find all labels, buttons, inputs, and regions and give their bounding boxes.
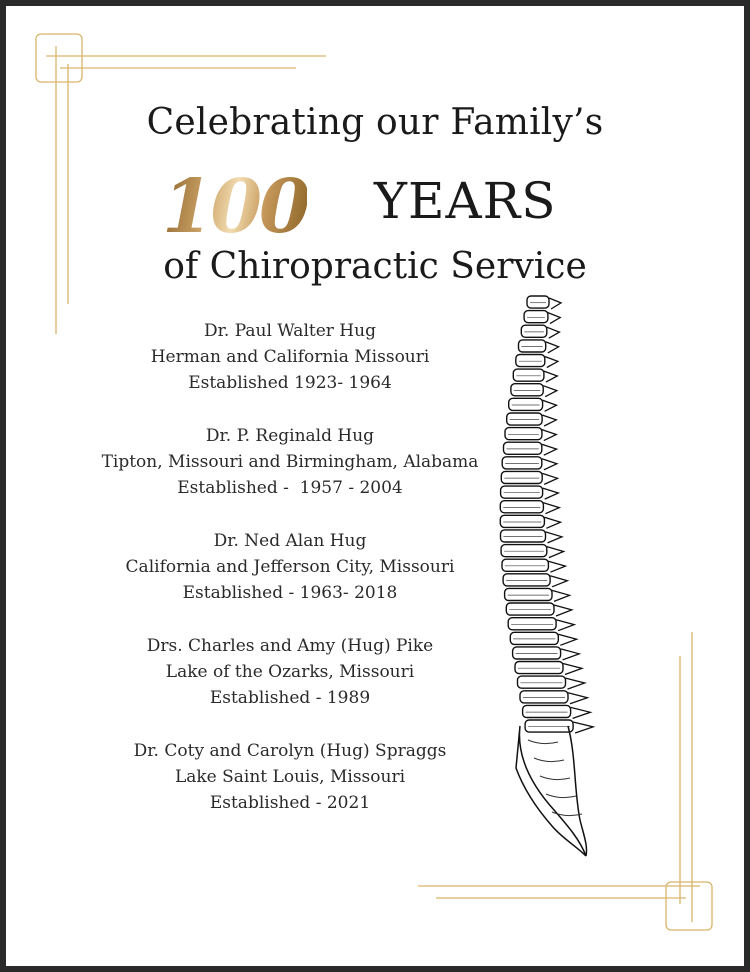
sacrum-ridge — [540, 776, 570, 780]
vertebra — [508, 618, 574, 631]
vertebra — [513, 647, 580, 660]
vertebra — [504, 442, 557, 455]
vertebra — [523, 705, 591, 718]
practitioner-entry — [90, 738, 490, 816]
practitioner-location: Lake of the Ozarks, Missouri — [165, 662, 415, 682]
practitioner-location: California and Jefferson City, Missouri — [125, 557, 455, 577]
practitioner-entry — [90, 633, 490, 711]
flyer-page — [6, 6, 744, 966]
spine-illustration — [476, 290, 616, 860]
practitioner-established: Established 1923- 1964 — [188, 373, 392, 393]
heading-line-1: Celebrating our Family’s — [146, 102, 604, 143]
heading-line-2 — [6, 164, 744, 250]
vertebra — [501, 486, 559, 499]
vertebra — [505, 588, 570, 601]
practitioner-location: Lake Saint Louis, Missouri — [174, 767, 406, 787]
practitioner-established: Established - 2021 — [209, 793, 371, 813]
vertebra — [518, 676, 585, 689]
vertebra — [506, 603, 572, 616]
hundred-number: 100 — [162, 164, 308, 250]
vertebra — [513, 369, 557, 382]
practitioner-established: Established - 1957 - 2004 — [177, 478, 403, 498]
vertebra — [500, 515, 560, 528]
vertebra — [516, 355, 558, 368]
vertebra — [501, 545, 563, 558]
vertebra — [500, 501, 559, 514]
vertebra — [503, 574, 567, 587]
vertebra — [509, 398, 557, 411]
vertebra — [520, 691, 587, 704]
vertebra — [525, 720, 593, 733]
heading-line-3: of Chiropractic Service — [163, 246, 587, 287]
vertebra — [501, 530, 562, 543]
sacrum-ridge — [546, 794, 576, 798]
practitioner-list — [90, 318, 490, 843]
practitioner-established: Established - 1963- 2018 — [182, 583, 398, 603]
practitioner-name: Dr. Coty and Carolyn (Hug) Spraggs — [133, 741, 447, 761]
practitioner-entry — [90, 318, 490, 396]
top-left-frame-square — [36, 34, 82, 82]
vertebra — [510, 632, 576, 645]
vertebra — [519, 340, 559, 353]
vertebra — [501, 471, 557, 484]
vertebra — [505, 428, 556, 441]
practitioner-name: Drs. Charles and Amy (Hug) Pike — [146, 636, 434, 656]
sacrum-ridge — [534, 758, 564, 762]
vertebra — [524, 311, 560, 324]
practitioner-entry — [90, 528, 490, 606]
years-word: YEARS — [374, 172, 557, 230]
vertebra — [502, 559, 565, 572]
practitioner-location: Tipton, Missouri and Birmingham, Alabama — [101, 452, 479, 472]
practitioner-entry — [90, 423, 490, 501]
vertebra — [515, 662, 582, 675]
practitioner-location: Herman and California Missouri — [150, 347, 430, 367]
practitioner-name: Dr. Ned Alan Hug — [213, 531, 367, 551]
practitioner-established: Established - 1989 — [209, 688, 371, 708]
vertebra — [511, 384, 557, 397]
bottom-right-frame-square — [666, 882, 712, 930]
vertebra — [527, 296, 561, 309]
vertebra — [502, 457, 557, 470]
sacrum-ridge — [528, 740, 558, 744]
vertebra — [521, 325, 559, 338]
practitioner-name: Dr. P. Reginald Hug — [205, 426, 375, 446]
vertebra — [507, 413, 557, 426]
practitioner-name: Dr. Paul Walter Hug — [204, 321, 376, 341]
